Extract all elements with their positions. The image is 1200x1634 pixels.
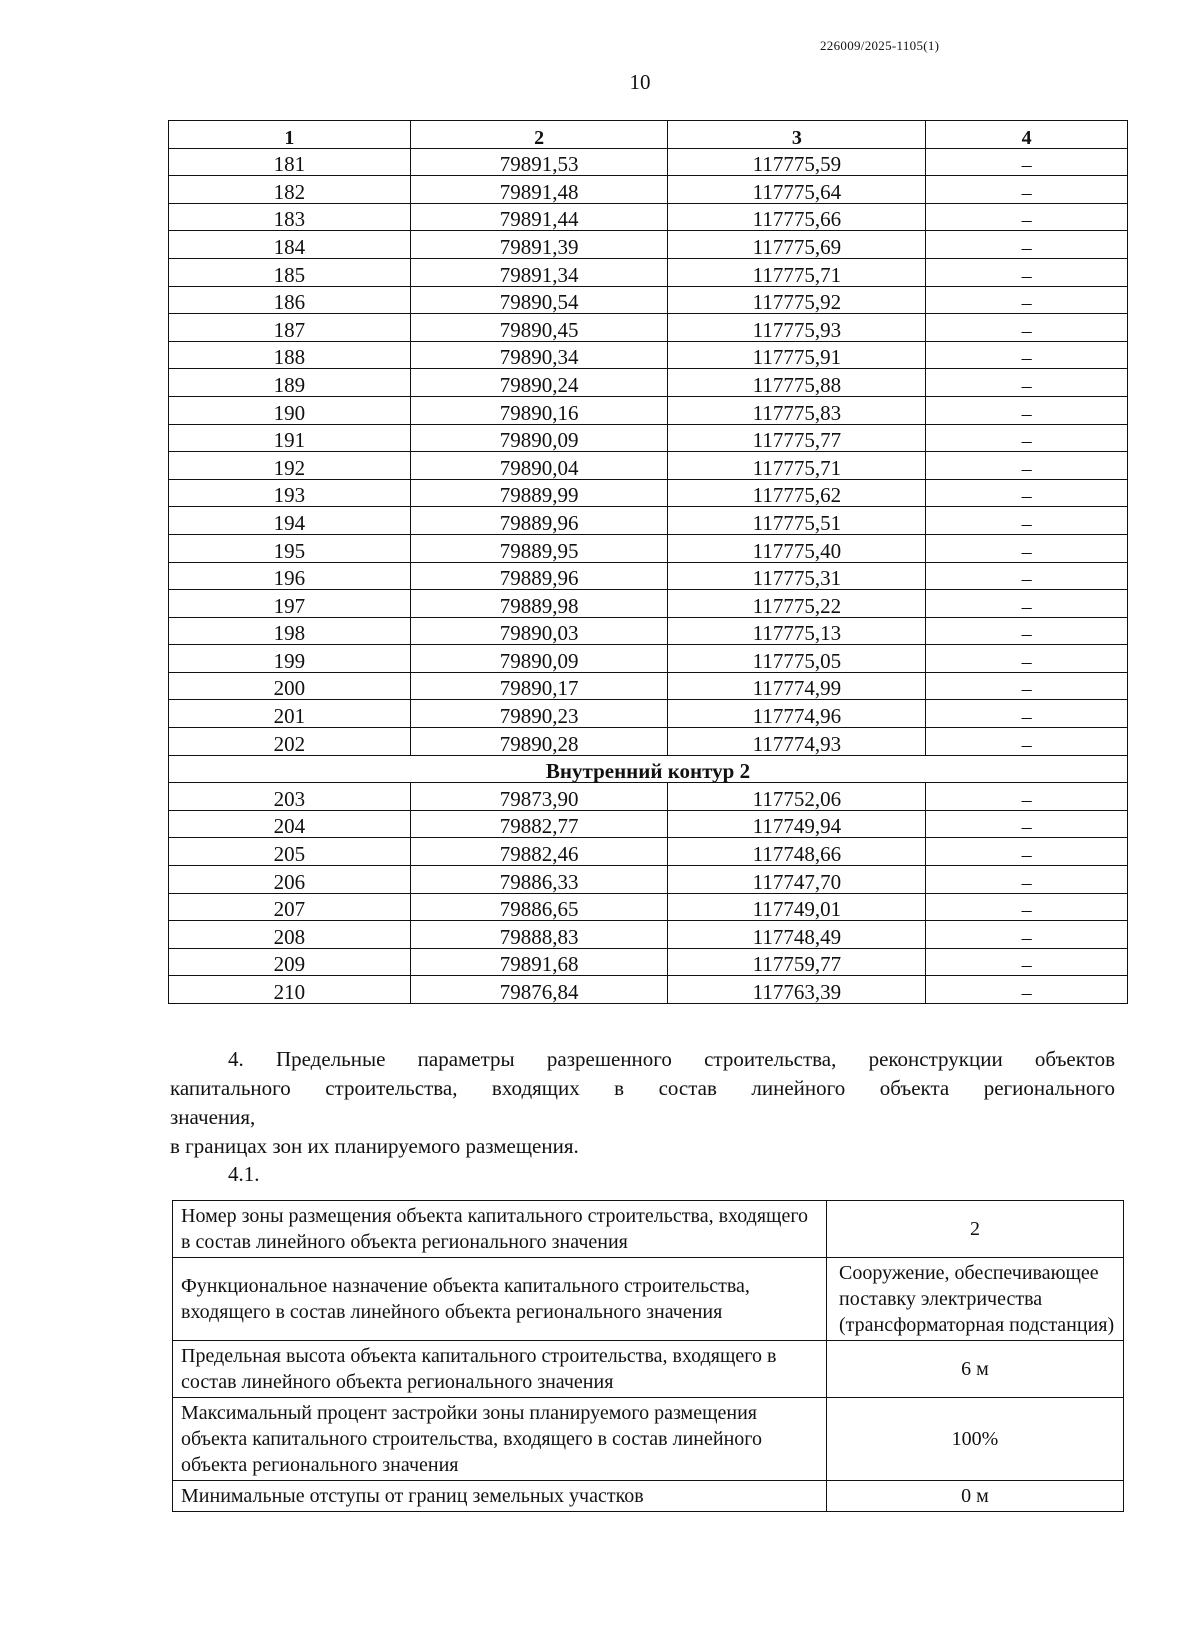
note-cell: – [926,728,1128,756]
y-coordinate-cell: 117748,49 [668,921,926,949]
point-number-cell: 192 [169,452,411,480]
table-row [169,838,1128,866]
y-coordinate-cell: 117775,51 [668,507,926,535]
x-coordinate-cell: 79882,77 [410,810,668,838]
point-number-cell: 204 [169,810,411,838]
section-4-heading-tail: в границах зон их планируемого размещения. [170,1134,579,1158]
table-row [169,507,1128,535]
note-cell: – [926,507,1128,535]
parameter-label: Предельная высота объекта капитального строительства, входящего в состав линейного объекта регионального значения [173,1341,827,1398]
parameter-label: Номер зоны размещения объекта капитального строительства, входящего в состав линейного объекта регионального значения [173,1201,827,1258]
point-number-cell: 185 [169,258,411,286]
note-cell: – [926,645,1128,673]
y-coordinate-cell: 117775,64 [668,176,926,204]
point-number-cell: 181 [169,148,411,176]
parameter-row [173,1341,1124,1398]
table-row [169,645,1128,673]
x-coordinate-cell: 79890,09 [410,424,668,452]
table-row [169,314,1128,342]
table-row [169,424,1128,452]
note-cell: – [926,424,1128,452]
y-coordinate-cell: 117774,96 [668,700,926,728]
column-header: 2 [410,121,668,149]
table-row [169,562,1128,590]
table-row [169,369,1128,397]
y-coordinate-cell: 117775,62 [668,479,926,507]
parameters-body [173,1201,1124,1512]
point-number-cell: 187 [169,314,411,342]
y-coordinate-cell: 117774,99 [668,672,926,700]
x-coordinate-cell: 79882,46 [410,838,668,866]
parameter-label: Функциональное назначение объекта капитального строительства, входящего в состав линейного объекта регионального значения [173,1258,827,1341]
section-label: Внутренний контур 2 [169,755,1128,783]
table-row [169,286,1128,314]
section-4-heading-line: 4. Предельные параметры разрешенного строительства, реконструкции объектов [228,1047,1115,1071]
y-coordinate-cell: 117775,13 [668,617,926,645]
x-coordinate-cell: 79890,23 [410,700,668,728]
point-number-cell: 182 [169,176,411,204]
table-row [169,258,1128,286]
x-coordinate-cell: 79890,28 [410,728,668,756]
note-cell: – [926,562,1128,590]
point-number-cell: 197 [169,590,411,618]
point-number-cell: 207 [169,893,411,921]
y-coordinate-cell: 117775,83 [668,396,926,424]
x-coordinate-cell: 79890,45 [410,314,668,342]
y-coordinate-cell: 117775,22 [668,590,926,618]
section-row [169,755,1128,783]
table-row [169,341,1128,369]
point-number-cell: 201 [169,700,411,728]
y-coordinate-cell: 117747,70 [668,866,926,894]
point-number-cell: 186 [169,286,411,314]
table-row [169,893,1128,921]
x-coordinate-cell: 79873,90 [410,783,668,811]
y-coordinate-cell: 117775,91 [668,341,926,369]
parameters-table [172,1200,1124,1512]
y-coordinate-cell: 117775,40 [668,534,926,562]
table-row [169,396,1128,424]
table-row [169,976,1128,1004]
x-coordinate-cell: 79890,09 [410,645,668,673]
point-number-cell: 183 [169,203,411,231]
parameter-label: Минимальные отступы от границ земельных участков [173,1481,827,1512]
note-cell: – [926,148,1128,176]
x-coordinate-cell: 79890,24 [410,369,668,397]
point-number-cell: 198 [169,617,411,645]
x-coordinate-cell: 79886,65 [410,893,668,921]
parameter-value: Сооружение, обеспечивающее поставку электричества (трансформаторная подстанция) [827,1258,1124,1341]
column-header: 4 [926,121,1128,149]
x-coordinate-cell: 79890,04 [410,452,668,480]
table-row [169,534,1128,562]
note-cell: – [926,866,1128,894]
x-coordinate-cell: 79888,83 [410,921,668,949]
note-cell: – [926,700,1128,728]
note-cell: – [926,258,1128,286]
parameter-value: 6 м [827,1341,1124,1398]
x-coordinate-cell: 79890,16 [410,396,668,424]
note-cell: – [926,314,1128,342]
coordinates-header-row [169,121,1128,149]
note-cell: – [926,948,1128,976]
x-coordinate-cell: 79889,96 [410,562,668,590]
y-coordinate-cell: 117775,31 [668,562,926,590]
x-coordinate-cell: 79890,03 [410,617,668,645]
x-coordinate-cell: 79890,17 [410,672,668,700]
parameter-row [173,1258,1124,1341]
note-cell: – [926,231,1128,259]
table-row [169,479,1128,507]
x-coordinate-cell: 79889,98 [410,590,668,618]
note-cell: – [926,396,1128,424]
y-coordinate-cell: 117749,01 [668,893,926,921]
parameter-row [173,1201,1124,1258]
point-number-cell: 208 [169,921,411,949]
x-coordinate-cell: 79891,53 [410,148,668,176]
point-number-cell: 199 [169,645,411,673]
column-header: 3 [668,121,926,149]
table-row [169,783,1128,811]
table-row [169,148,1128,176]
y-coordinate-cell: 117748,66 [668,838,926,866]
table-row [169,921,1128,949]
note-cell: – [926,590,1128,618]
y-coordinate-cell: 117759,77 [668,948,926,976]
subsection-number: 4.1. [228,1162,260,1186]
point-number-cell: 193 [169,479,411,507]
y-coordinate-cell: 117775,77 [668,424,926,452]
table-row [169,176,1128,204]
point-number-cell: 210 [169,976,411,1004]
coordinates-table [168,120,1128,1004]
table-row [169,203,1128,231]
point-number-cell: 184 [169,231,411,259]
section-4-heading [170,1045,1115,1132]
x-coordinate-cell: 79891,44 [410,203,668,231]
x-coordinate-cell: 79891,68 [410,948,668,976]
x-coordinate-cell: 79886,33 [410,866,668,894]
point-number-cell: 189 [169,369,411,397]
y-coordinate-cell: 117775,59 [668,148,926,176]
y-coordinate-cell: 117775,71 [668,258,926,286]
page-number: 10 [629,70,651,94]
note-cell: – [926,893,1128,921]
y-coordinate-cell: 117775,93 [668,314,926,342]
column-header: 1 [169,121,411,149]
table-row [169,810,1128,838]
y-coordinate-cell: 117752,06 [668,783,926,811]
point-number-cell: 203 [169,783,411,811]
y-coordinate-cell: 117775,66 [668,203,926,231]
point-number-cell: 194 [169,507,411,535]
point-number-cell: 200 [169,672,411,700]
section-4-heading-line: значения, [170,1105,256,1129]
note-cell: – [926,810,1128,838]
parameter-value: 2 [827,1201,1124,1258]
coordinates-body [169,148,1128,1003]
parameter-label: Максимальный процент застройки зоны планируемого размещения объекта капитального строительства, входящего в состав линейного объекта регионального значения [173,1398,827,1481]
note-cell: – [926,783,1128,811]
y-coordinate-cell: 117775,69 [668,231,926,259]
section-4-heading-line: капитального строительства, входящих в состав линейного объекта регионального [170,1076,1115,1100]
note-cell: – [926,976,1128,1004]
table-row [169,672,1128,700]
table-row [169,948,1128,976]
x-coordinate-cell: 79890,54 [410,286,668,314]
point-number-cell: 191 [169,424,411,452]
table-row [169,866,1128,894]
point-number-cell: 206 [169,866,411,894]
y-coordinate-cell: 117763,39 [668,976,926,1004]
note-cell: – [926,672,1128,700]
note-cell: – [926,452,1128,480]
y-coordinate-cell: 117749,94 [668,810,926,838]
y-coordinate-cell: 117775,88 [668,369,926,397]
x-coordinate-cell: 79876,84 [410,976,668,1004]
point-number-cell: 190 [169,396,411,424]
table-row [169,590,1128,618]
note-cell: – [926,203,1128,231]
note-cell: – [926,369,1128,397]
parameter-row [173,1398,1124,1481]
note-cell: – [926,479,1128,507]
x-coordinate-cell: 79890,34 [410,341,668,369]
point-number-cell: 202 [169,728,411,756]
table-row [169,452,1128,480]
note-cell: – [926,838,1128,866]
note-cell: – [926,921,1128,949]
point-number-cell: 205 [169,838,411,866]
point-number-cell: 188 [169,341,411,369]
note-cell: – [926,534,1128,562]
note-cell: – [926,176,1128,204]
x-coordinate-cell: 79889,96 [410,507,668,535]
y-coordinate-cell: 117775,92 [668,286,926,314]
point-number-cell: 195 [169,534,411,562]
table-row [169,700,1128,728]
x-coordinate-cell: 79891,34 [410,258,668,286]
document-id: 226009/2025-1105(1) [820,38,940,53]
parameter-row [173,1481,1124,1512]
x-coordinate-cell: 79891,39 [410,231,668,259]
x-coordinate-cell: 79891,48 [410,176,668,204]
table-row [169,617,1128,645]
parameter-value: 0 м [827,1481,1124,1512]
table-row [169,231,1128,259]
point-number-cell: 209 [169,948,411,976]
x-coordinate-cell: 79889,99 [410,479,668,507]
x-coordinate-cell: 79889,95 [410,534,668,562]
table-row [169,728,1128,756]
y-coordinate-cell: 117775,05 [668,645,926,673]
point-number-cell: 196 [169,562,411,590]
y-coordinate-cell: 117775,71 [668,452,926,480]
y-coordinate-cell: 117774,93 [668,728,926,756]
parameter-value: 100% [827,1398,1124,1481]
note-cell: – [926,286,1128,314]
note-cell: – [926,341,1128,369]
note-cell: – [926,617,1128,645]
